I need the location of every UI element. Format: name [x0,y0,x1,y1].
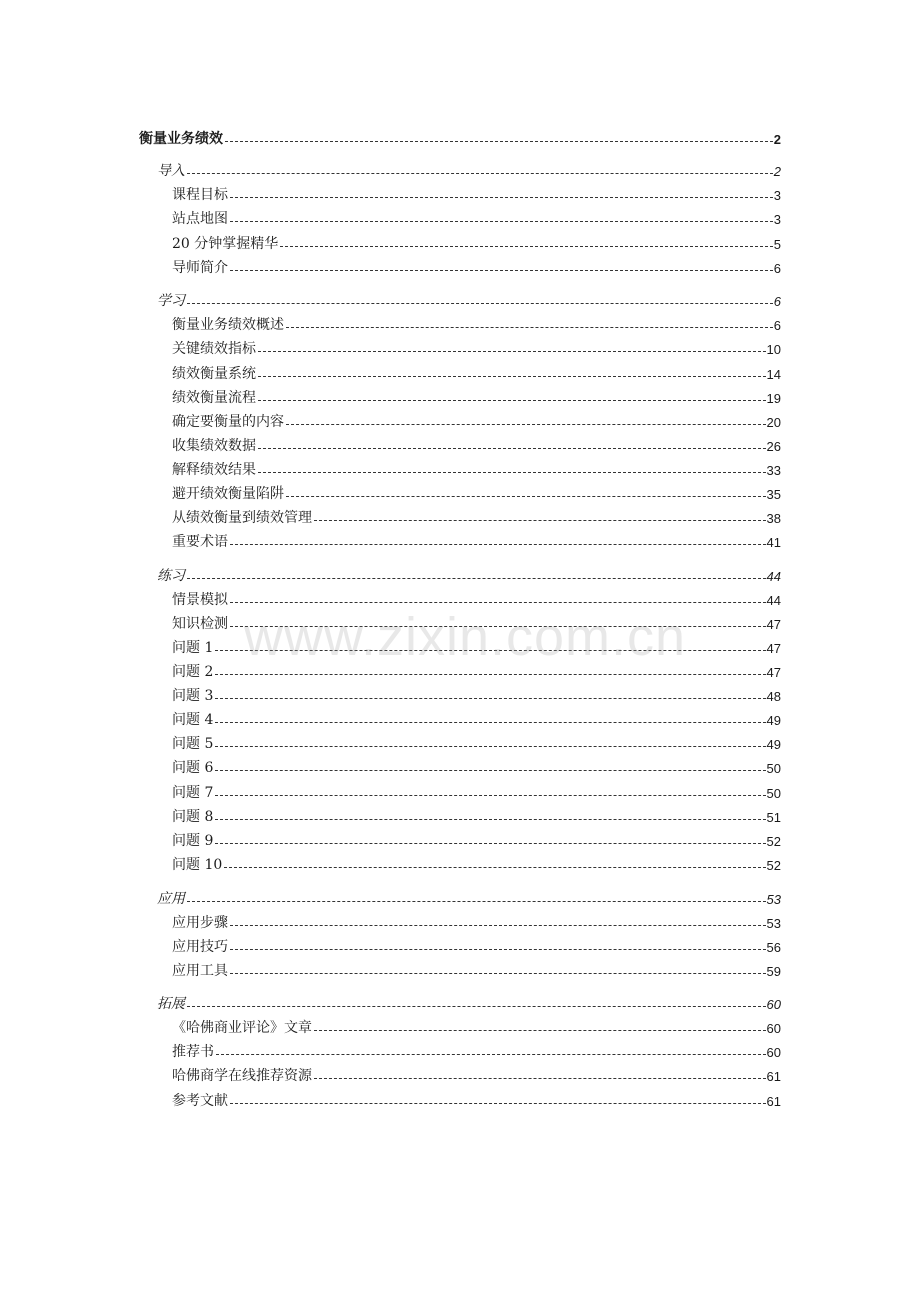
dot-leader [314,1078,766,1079]
dot-leader [258,448,766,449]
toc-page-number: 59 [766,964,781,978]
toc-title: 知识检测 [172,616,228,631]
dot-leader [230,270,773,271]
toc-item[interactable] [172,759,781,775]
toc-item[interactable] [172,938,781,954]
toc-item[interactable] [172,784,781,800]
dot-leader [215,795,765,796]
toc-page-number: 14 [766,367,781,381]
dot-leader [225,141,773,142]
toc-title: 拓展 [157,996,185,1011]
toc-page-number: 44 [766,569,781,583]
toc-item[interactable] [172,663,781,679]
toc-section[interactable] [157,995,781,1011]
toc-title: 应用步骤 [172,915,228,930]
toc-title: 重要术语 [172,534,228,549]
dot-leader [230,1103,766,1104]
toc-page-number: 44 [766,593,781,607]
toc-page-number: 61 [766,1094,781,1108]
toc-title: 衡量业务绩效概述 [172,317,284,332]
toc-section[interactable] [157,567,781,583]
dot-leader [258,351,766,352]
dot-leader [187,1006,766,1007]
toc-page-number: 38 [766,511,781,525]
toc-title: 从绩效衡量到绩效管理 [172,510,312,525]
toc-title: 解释绩效结果 [172,462,256,477]
toc-title: 《哈佛商业评论》文章 [172,1020,312,1035]
dot-leader [230,949,766,950]
toc-title: 问题 6 [172,760,214,775]
toc-page-number: 3 [773,212,781,226]
toc-page-number: 52 [766,858,781,872]
toc-item[interactable] [172,687,781,703]
toc-page-number: 47 [766,665,781,679]
toc-item[interactable] [172,340,781,356]
dot-leader [215,698,765,699]
toc-page-number: 2 [773,132,781,146]
toc-page-number: 50 [766,761,781,775]
toc-page-number: 51 [766,810,781,824]
toc-item[interactable] [172,591,781,607]
dot-leader [216,1054,766,1055]
toc-title: 应用工具 [172,963,228,978]
dot-leader [314,1030,766,1031]
toc-item[interactable] [172,485,781,501]
toc-page-number: 3 [773,188,781,202]
dot-leader [215,674,765,675]
toc-item[interactable] [172,1043,781,1059]
toc-heading[interactable] [139,130,781,146]
toc-item[interactable] [172,711,781,727]
toc-title: 问题 2 [172,664,214,679]
toc-page-number: 48 [766,689,781,703]
toc-title: 问题 4 [172,712,214,727]
toc-title: 问题 7 [172,785,214,800]
dot-leader [187,901,766,902]
toc-page-number: 6 [773,261,781,275]
toc-page-number: 53 [766,892,781,906]
dot-leader [187,173,773,174]
toc-page-number: 19 [766,391,781,405]
toc-title: 导入 [157,163,185,178]
dot-leader [230,602,766,603]
toc-item[interactable] [172,615,781,631]
dot-leader [215,843,765,844]
toc-title: 问题 3 [172,688,214,703]
toc-page-number: 60 [766,1021,781,1035]
toc-page-number: 41 [766,535,781,549]
dot-leader [258,400,766,401]
toc-title: 避开绩效衡量陷阱 [172,486,284,501]
toc-item[interactable] [172,316,781,332]
toc-title: 绩效衡量流程 [172,390,256,405]
toc-page-number: 53 [766,916,781,930]
toc-item[interactable] [172,914,781,930]
toc-item[interactable] [172,235,781,251]
toc-item[interactable] [172,186,781,202]
toc-title: 应用 [157,891,185,906]
dot-leader [314,520,766,521]
toc-page-number: 10 [766,342,781,356]
toc-item[interactable] [172,1067,781,1083]
dot-leader [230,221,773,222]
toc-page-number: 33 [766,463,781,477]
toc-title: 问题 5 [172,736,214,751]
dot-leader [230,925,766,926]
toc-title: 课程目标 [172,187,228,202]
toc-item[interactable] [172,533,781,549]
dot-leader [258,472,766,473]
toc-page-number: 26 [766,439,781,453]
toc-item[interactable] [172,509,781,525]
toc-section[interactable] [157,162,781,178]
toc-page-number: 56 [766,940,781,954]
toc-page-number: 49 [766,713,781,727]
toc-item[interactable] [172,259,781,275]
toc-page-number: 5 [773,237,781,251]
toc-page-number: 47 [766,641,781,655]
dot-leader [280,246,773,247]
dot-leader [215,746,765,747]
toc-item[interactable] [172,962,781,978]
dot-leader [230,544,766,545]
toc-title: 导师简介 [172,260,228,275]
toc-title: 确定要衡量的内容 [172,414,284,429]
dot-leader [286,496,766,497]
dot-leader [187,578,766,579]
toc-page-number: 60 [766,997,781,1011]
toc-page-number: 20 [766,415,781,429]
toc-page-number: 49 [766,737,781,751]
toc-page-number: 6 [773,318,781,332]
toc-title: 关键绩效指标 [172,341,256,356]
toc-item[interactable] [172,1092,781,1108]
toc-item[interactable] [172,856,781,872]
toc-title: 收集绩效数据 [172,438,256,453]
toc-item[interactable] [172,389,781,405]
dot-leader [258,376,766,377]
toc-section[interactable] [157,292,781,308]
toc-page-number: 35 [766,487,781,501]
toc-title: 练习 [157,568,185,583]
toc-title: 参考文献 [172,1093,228,1108]
toc-item[interactable] [172,210,781,226]
toc-item[interactable] [172,365,781,381]
toc-item[interactable] [172,413,781,429]
toc-item[interactable] [172,639,781,655]
dot-leader [215,770,765,771]
toc-page-number: 50 [766,786,781,800]
toc-section[interactable] [157,890,781,906]
toc-page-number: 47 [766,617,781,631]
toc-page-number: 2 [773,164,781,178]
dot-leader [230,197,773,198]
toc-title: 问题 9 [172,833,214,848]
toc-page-number: 60 [766,1045,781,1059]
toc-item[interactable] [172,461,781,477]
toc-title: 哈佛商学在线推荐资源 [172,1068,312,1083]
dot-leader [215,650,765,651]
toc-item[interactable] [172,808,781,824]
toc-page-number: 52 [766,834,781,848]
dot-leader [286,327,773,328]
toc-title: 推荐书 [172,1044,214,1059]
toc-title: 情景模拟 [172,592,228,607]
dot-leader [224,867,765,868]
toc-item[interactable] [172,832,781,848]
dot-leader [286,424,766,425]
dot-leader [230,626,766,627]
toc-title: 衡量业务绩效 [139,131,223,146]
toc-title: 问题 1 [172,640,214,655]
dot-leader [187,303,773,304]
toc-title: 问题 10 [172,857,223,872]
toc-item[interactable] [172,437,781,453]
dot-leader [215,819,765,820]
toc-title: 绩效衡量系统 [172,366,256,381]
toc-title: 应用技巧 [172,939,228,954]
dot-leader [215,722,765,723]
toc-title: 20 分钟掌握精华 [172,236,279,251]
toc-title: 学习 [157,293,185,308]
dot-leader [230,973,766,974]
toc-page-number: 6 [773,294,781,308]
toc-page-number: 61 [766,1069,781,1083]
watermark: www.zixin.com.cn [243,607,687,667]
toc-title: 站点地图 [172,211,228,226]
toc-item[interactable] [172,1019,781,1035]
toc-item[interactable] [172,735,781,751]
toc-title: 问题 8 [172,809,214,824]
